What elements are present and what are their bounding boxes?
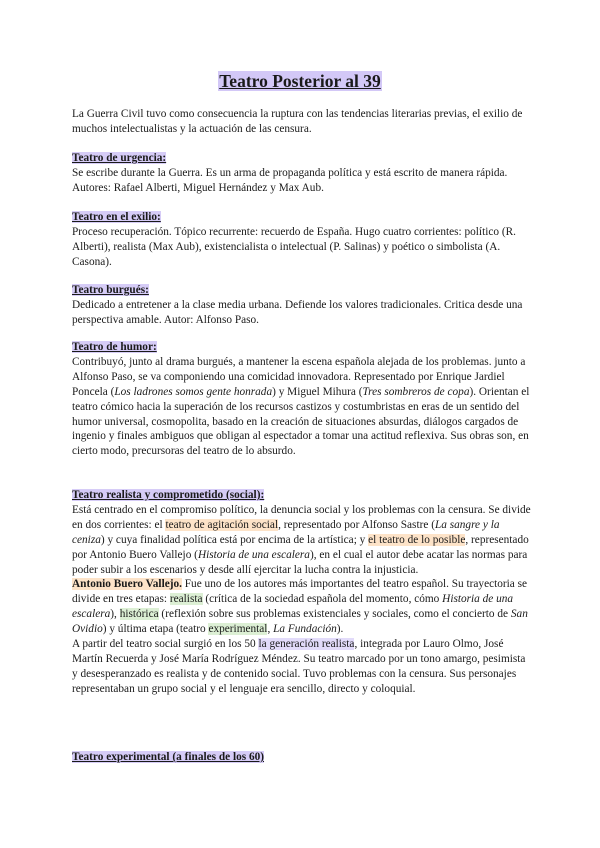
highlight-agitacion: teatro de agitación social: [165, 518, 279, 531]
section-exilio: [72, 210, 532, 270]
page-title: [0, 70, 600, 92]
realista-paragraph-3: A partir del teatro social surgió en los 50 la generación realista, integrada por Lauro Olmo, José Martín Recuerda y José María Rodríguez Méndez. Su teatro marcado por un tono amargo, pesimista y desesperanzado es realista y de contenido social. Tuvo problemas con la censura. Sus personajes representaban un grupo social y el lenguaje era sencillo, directo y coloquial.: [72, 638, 526, 695]
highlight-historica: histórica: [119, 608, 159, 621]
section-heading: Teatro burgués:: [72, 284, 149, 296]
highlight-generacion: la generación realista: [258, 638, 355, 651]
section-text: Dedicado a entretener a la clase media urbana. Defiende los valores tradicionales. Critica desde una perspectiva amable. Autor: Alfonso Paso.: [72, 298, 523, 326]
author-name-highlight: Antonio Buero Vallejo.: [72, 578, 182, 591]
section-heading: Teatro experimental (a finales de los 60): [72, 751, 265, 763]
section-humor: [72, 340, 532, 459]
highlight-realista: realista: [169, 593, 203, 606]
section-heading: Teatro de humor:: [72, 341, 157, 353]
section-burgues: [72, 283, 532, 328]
highlight-experimental: experimental: [208, 623, 268, 636]
section-heading: Teatro en el exilio:: [72, 211, 161, 223]
section-heading: Teatro de urgencia:: [72, 152, 167, 164]
realista-paragraph-2: Antonio Buero Vallejo. Fue uno de los autores más importantes del teatro español. Su trayectoria se divide en tres etapas: realista (crítica de la sociedad española del momento, cómo Historia de una escalera), histórica (reflexión sobre sus problemas existenciales y sociales, como el concierto de San Ovidio) y última etapa (teatro experimental, La Fundación).: [72, 578, 528, 636]
section-heading: Teatro realista y comprometido (social):: [72, 489, 265, 501]
title-text: Teatro Posterior al 39: [219, 71, 381, 91]
section-text: Se escribe durante la Guerra. Es un arma de propaganda política y está escrito de manera rápida. Autores: Rafael Alberti, Miguel Hernández y Max Aub.: [72, 166, 508, 194]
realista-paragraph-1: Está centrado en el compromiso político, la denuncia social y los problemas con la censura. Se divide en dos corrientes: el teatro de agitación social, representado por Alfonso Sastre (La sangre y la ceniza) y cuya finalidad política está por encima de la artística; y el teatro de lo posible, representado por Antonio Buero Vallejo (Historia de una escalera), en el cual el autor debe acatar las normas para poder subir a los escenarios y desde allí ejercitar la lucha contra la injusticia.: [72, 503, 531, 576]
intro-paragraph: La Guerra Civil tuvo como consecuencia la ruptura con las tendencias literarias previas, el exilio de muchos intelectualistas y la actuación de las censura.: [72, 108, 523, 135]
section-urgencia: [72, 151, 532, 196]
section-text: Proceso recuperación. Tópico recurrente: recuerdo de España. Hugo cuatro corrientes: político (R. Alberti), realista (Max Aub), existencialista o intelectual (P. Salinas) y poético o simbolista (A. Casona).: [72, 225, 516, 268]
section-realista: [72, 488, 532, 697]
section-experimental: [72, 750, 532, 765]
highlight-posible: el teatro de lo posible: [368, 533, 466, 546]
section-text: Contribuyó, junto al drama burgués, a mantener la escena española alejada de los problemas. junto a Alfonso Paso, se va componiendo una comicidad innovadora. Representado por Enrique Jardiel Poncela (Los ladrones somos gente honrada) y Miguel Mihura (Tres sombreros de copa). Orientan el teatro cómico hacia la superación de los recursos castizos y costumbristas en eras de un sentido del humor universal, cosmopolita, basado en la creación de situaciones absurdas, diálogos cargados de ingenio y finales ambiguos que obligan al espectador a tomar una actitud reflexiva. Sus obras son, en cierto modo, precursoras del teatro de lo absurdo.: [72, 355, 530, 458]
